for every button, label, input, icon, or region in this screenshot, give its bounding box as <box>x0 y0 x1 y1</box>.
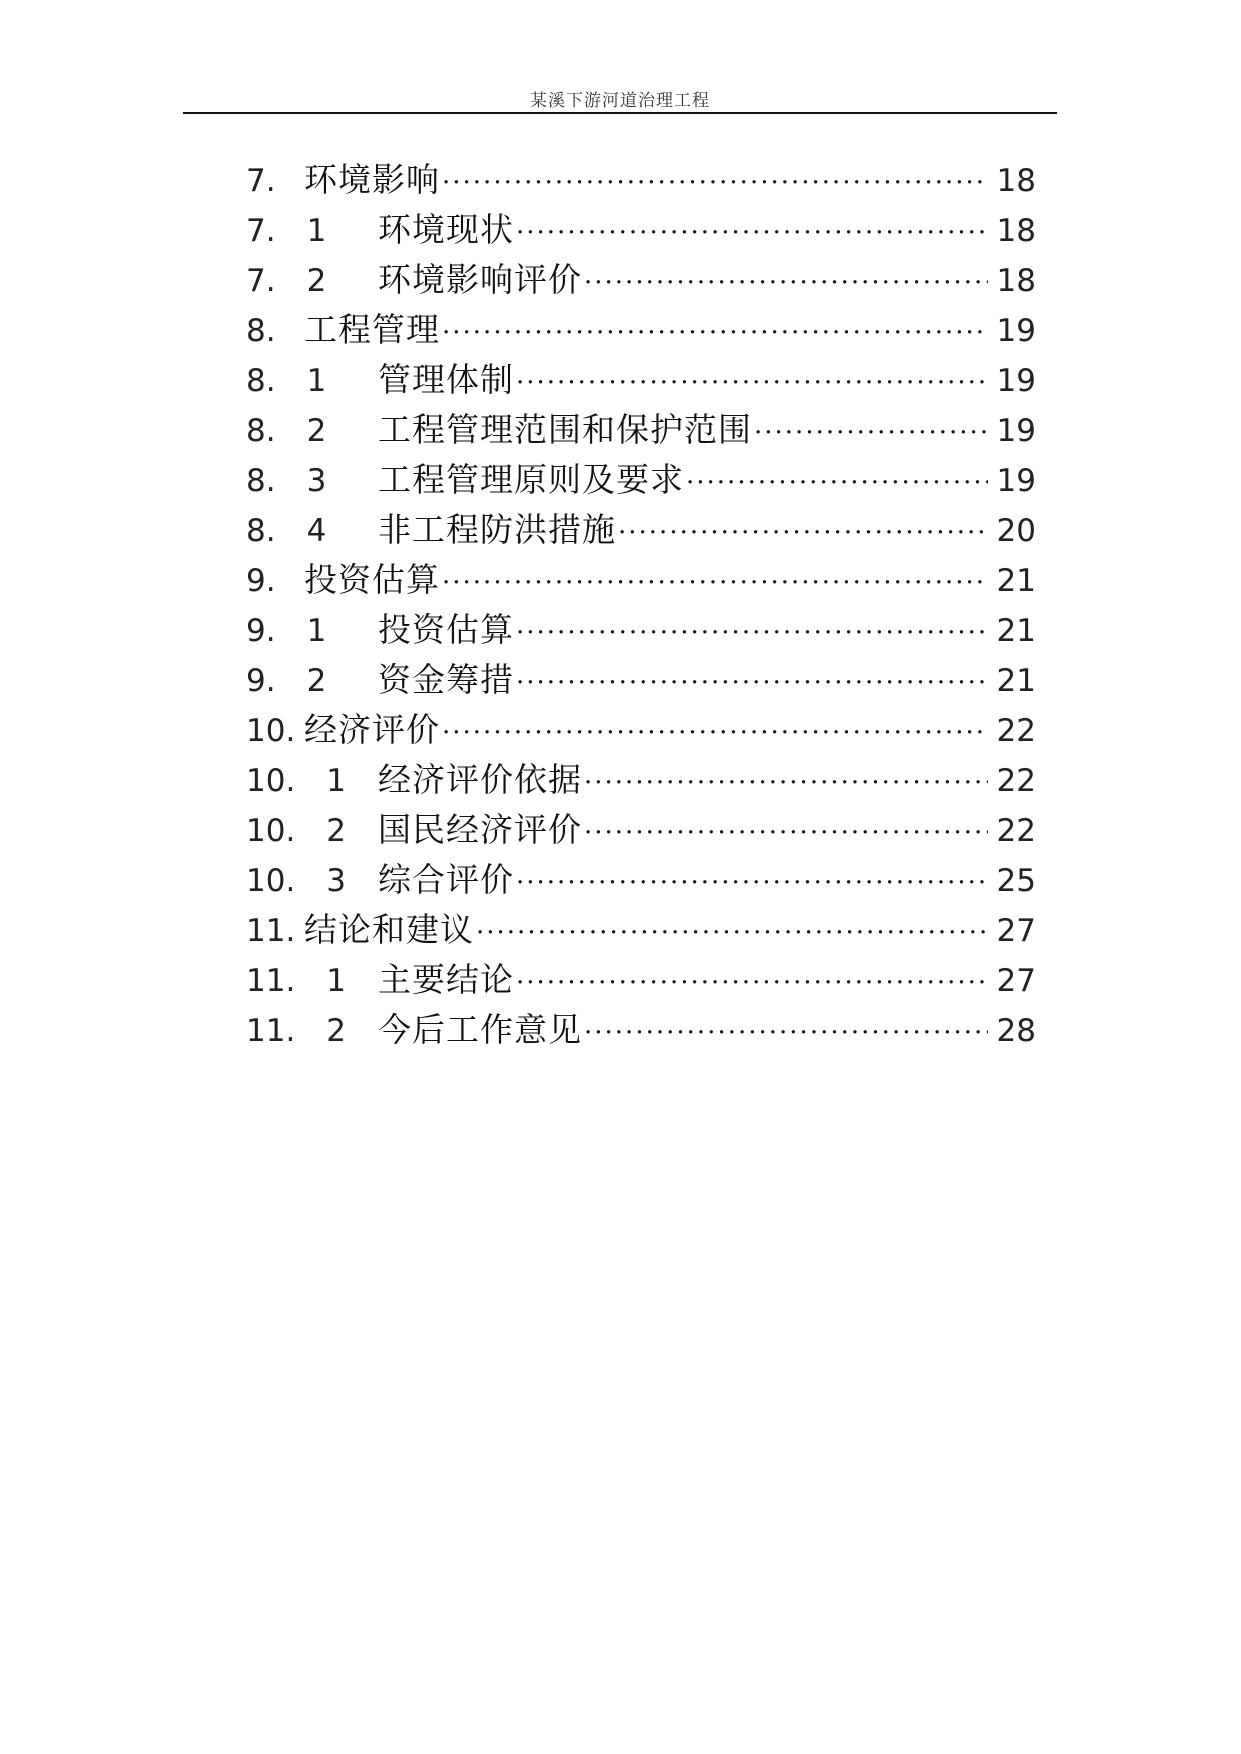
toc-entry-title: 管理体制 <box>378 360 514 399</box>
toc-entry-number: 9. <box>246 563 276 599</box>
toc-dot-leader <box>442 708 988 755</box>
toc-entry-number: 7. 2 <box>246 263 327 299</box>
toc-entry[interactable] <box>246 505 1036 555</box>
toc-dot-leader <box>442 158 988 205</box>
toc-entry-number: 7. 1 <box>246 213 327 249</box>
toc-entry-page: 27 <box>996 963 1036 999</box>
toc-entry[interactable] <box>246 655 1036 705</box>
toc-entry[interactable] <box>246 305 1036 355</box>
toc-entry-number: 7. <box>246 163 276 199</box>
toc-entry-page: 18 <box>996 263 1036 299</box>
toc-dot-leader <box>516 958 988 1005</box>
toc-entry-title: 资金筹措 <box>378 660 514 699</box>
toc-entry-page: 22 <box>996 713 1036 749</box>
toc-dot-leader <box>584 808 988 855</box>
toc-entry[interactable] <box>246 905 1036 955</box>
toc-dot-leader <box>618 508 988 555</box>
toc-entry-number: 10. 2 <box>246 813 347 849</box>
toc-dot-leader <box>584 258 988 305</box>
toc-entry[interactable] <box>246 605 1036 655</box>
toc-entry[interactable] <box>246 555 1036 605</box>
toc-entry[interactable] <box>246 405 1036 455</box>
toc-entry-number: 10. 1 <box>246 763 347 799</box>
toc-dot-leader <box>516 358 988 405</box>
toc-entry-page: 25 <box>996 863 1036 899</box>
toc-entry-title: 国民经济评价 <box>378 810 582 849</box>
toc-dot-leader <box>584 1008 988 1055</box>
toc-entry[interactable] <box>246 955 1036 1005</box>
toc-entry[interactable] <box>246 255 1036 305</box>
running-header: 某溪下游河道治理工程 <box>530 91 710 111</box>
toc-entry-number: 10. <box>246 713 296 749</box>
toc-entry-title: 结论和建议 <box>304 910 474 949</box>
toc-dot-leader <box>476 908 988 955</box>
toc-entry-page: 19 <box>996 363 1036 399</box>
toc-entry-title: 经济评价依据 <box>378 760 582 799</box>
toc-entry-title: 非工程防洪措施 <box>378 510 616 549</box>
toc-entry-title: 主要结论 <box>378 960 514 999</box>
toc-entry[interactable] <box>246 155 1036 205</box>
toc-entry-title: 环境影响 <box>304 160 440 199</box>
toc-entry[interactable] <box>246 455 1036 505</box>
toc-entry-page: 21 <box>996 663 1036 699</box>
toc-entry-number: 10. 3 <box>246 863 347 899</box>
toc-dot-leader <box>516 208 988 255</box>
toc-entry[interactable] <box>246 355 1036 405</box>
toc-dot-leader <box>442 558 988 605</box>
toc-entry-number: 8. <box>246 313 276 349</box>
toc-entry-page: 28 <box>996 1013 1036 1049</box>
toc-entry[interactable] <box>246 805 1036 855</box>
toc-entry-page: 27 <box>996 913 1036 949</box>
toc-entry-page: 22 <box>996 763 1036 799</box>
toc-entry-page: 18 <box>996 213 1036 249</box>
toc-entry-number: 11. 1 <box>246 963 347 999</box>
toc-dot-leader <box>584 758 988 805</box>
toc-entry-page: 21 <box>996 563 1036 599</box>
toc-entry-title: 投资估算 <box>378 610 514 649</box>
toc-entry[interactable] <box>246 1005 1036 1055</box>
toc-entry-page: 19 <box>996 313 1036 349</box>
toc-entry[interactable] <box>246 755 1036 805</box>
toc-entry-title: 综合评价 <box>378 860 514 899</box>
toc-entry[interactable] <box>246 705 1036 755</box>
toc-entry[interactable] <box>246 855 1036 905</box>
toc-dot-leader <box>442 308 988 355</box>
toc-entry-number: 11. 2 <box>246 1013 347 1049</box>
toc-entry-title: 环境现状 <box>378 210 514 249</box>
toc-entry-page: 19 <box>996 413 1036 449</box>
toc-entry-title: 投资估算 <box>304 560 440 599</box>
toc-dot-leader <box>516 658 988 705</box>
toc-entry-number: 8. 2 <box>246 413 327 449</box>
toc-entry-page: 18 <box>996 163 1036 199</box>
toc-entry-page: 22 <box>996 813 1036 849</box>
toc-entry-number: 9. 1 <box>246 613 327 649</box>
toc-entry[interactable] <box>246 205 1036 255</box>
toc-entry-title: 工程管理范围和保护范围 <box>378 410 752 449</box>
toc-entry-page: 21 <box>996 613 1036 649</box>
toc-entry-title: 工程管理 <box>304 310 440 349</box>
toc-entry-title: 工程管理原则及要求 <box>378 460 684 499</box>
toc-entry-title: 今后工作意见 <box>378 1010 582 1049</box>
toc-dot-leader <box>686 458 988 505</box>
toc-entry-number: 11. <box>246 913 296 949</box>
toc-entry-page: 20 <box>996 513 1036 549</box>
toc-entry-title: 环境影响评价 <box>378 260 582 299</box>
toc-dot-leader <box>754 408 988 455</box>
toc-entry-title: 经济评价 <box>304 710 440 749</box>
toc-dot-leader <box>516 858 988 905</box>
toc-entry-number: 8. 3 <box>246 463 327 499</box>
toc-entry-number: 9. 2 <box>246 663 327 699</box>
header-rule <box>183 112 1057 114</box>
toc-entry-number: 8. 4 <box>246 513 327 549</box>
table-of-contents <box>246 155 1036 1055</box>
toc-dot-leader <box>516 608 988 655</box>
toc-entry-page: 19 <box>996 463 1036 499</box>
toc-entry-number: 8. 1 <box>246 363 327 399</box>
